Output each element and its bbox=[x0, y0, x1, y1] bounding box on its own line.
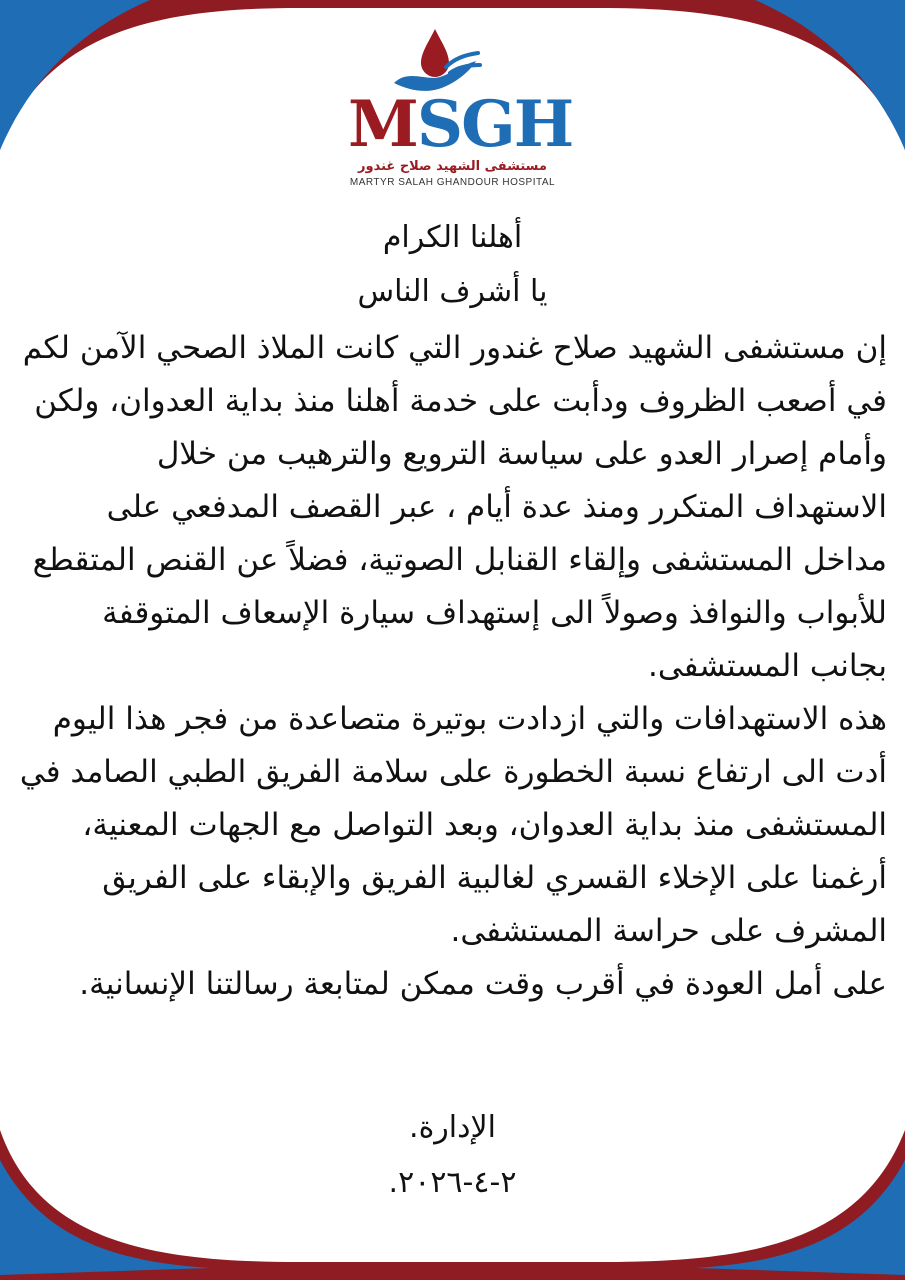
paragraph-2: هذه الاستهدافات والتي ازدادت بوتيرة متصاعدة من فجر هذا اليوم أدت الى ارتفاع نسبة الخطورة على سلامة الفريق الطبي الصامد في المستشفى منذ بداية العدوان، وبعد التواصل مع الجهات المعنية، أرغمنا على الإخلاء القسري لغالبية الفريق والإبقاء على الفريق المشرف على حراسة المستشفى. bbox=[19, 701, 887, 949]
logo-arabic-name: مستشفى الشهيد صلاح غندور bbox=[358, 159, 547, 174]
greeting-line-1: أهلنا الكرام bbox=[382, 220, 523, 255]
paragraph-3: على أمل العودة في أقرب وقت ممكن لمتابعة رسالتنا الإنسانية. bbox=[79, 966, 887, 1002]
hospital-logo bbox=[330, 25, 575, 190]
letter-body bbox=[18, 322, 887, 1011]
greeting-line-2: يا أشرف الناس bbox=[357, 274, 548, 309]
logo-english-name: MARTYR SALAH GHANDOUR HOSPITAL bbox=[349, 177, 556, 188]
logo-wordmark: MSGH bbox=[348, 87, 573, 162]
signature-department: الإدارة. bbox=[409, 1110, 496, 1145]
paragraph-1: إن مستشفى الشهيد صلاح غندور التي كانت الملاذ الصحي الآمن لكم في أصعب الظروف ودأبت على خدمة أهلنا منذ بداية العدوان، ولكن وأمام إصرار العدو على سياسة الترويع والترهيب من خلال الاستهداف المتكرر ومنذ عدة أيام ، عبر القصف المدفعي على مداخل المستشفى وإلقاء القنابل الصوتية، فضلاً عن القنص المتقطع للأبواب والنوافذ وصولاً الى إستهداف سيارة الإسعاف المتوقفة بجانب المستشفى. bbox=[22, 330, 887, 684]
signature-date: ٢-٤-٢٠٢٦. bbox=[388, 1165, 517, 1200]
